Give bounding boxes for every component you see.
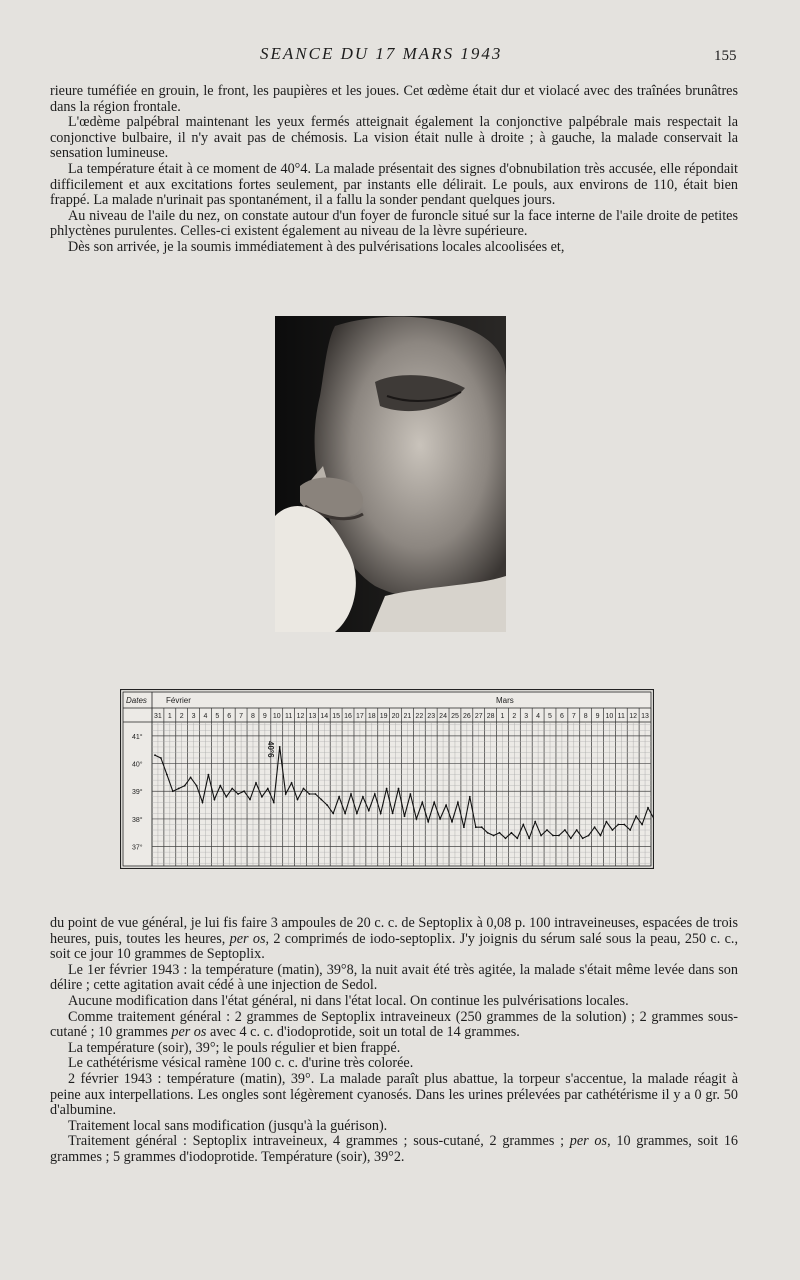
- temperature-point: [309, 793, 311, 795]
- day-tick-label: 5: [215, 713, 220, 720]
- day-tick-label: 10: [272, 713, 281, 720]
- day-tick-label: 28: [486, 713, 495, 720]
- temperature-point: [469, 796, 471, 798]
- day-tick-label: 5: [548, 713, 552, 720]
- day-tick-label: 7: [239, 713, 244, 720]
- day-tick-label: 22: [415, 713, 424, 720]
- temperature-point: [255, 782, 257, 784]
- patient-photo-illustration: [275, 316, 506, 632]
- temperature-point: [433, 801, 435, 803]
- text-block-bottom: [50, 916, 738, 1166]
- y-tick-label: 37°: [132, 844, 143, 852]
- day-tick-label: 1: [167, 713, 172, 720]
- month-label-mars: Mars: [496, 696, 514, 705]
- temperature-point: [202, 801, 204, 803]
- day-tick-label: 15: [332, 713, 341, 720]
- day-tick-label: 1: [500, 713, 505, 720]
- patient-photo: [275, 316, 506, 632]
- temperature-point: [588, 835, 590, 837]
- day-tick-label: 19: [379, 713, 388, 720]
- temperature-point: [273, 801, 275, 803]
- temperature-point: [564, 829, 566, 831]
- temperature-point: [528, 837, 530, 839]
- dates-corner-label: Dates: [126, 696, 147, 705]
- temperature-point: [505, 837, 507, 839]
- temperature-chart: [120, 689, 654, 869]
- day-tick-label: 13: [308, 713, 317, 720]
- temperature-point: [540, 835, 542, 837]
- day-tick-label: 11: [617, 713, 625, 720]
- temperature-point: [534, 821, 536, 823]
- temperature-point: [196, 785, 198, 787]
- day-tick-label: 6: [559, 713, 564, 720]
- temperature-point: [427, 821, 429, 823]
- temperature-point: [600, 835, 602, 837]
- temperature-point: [576, 829, 578, 831]
- temperature-point: [641, 824, 643, 826]
- temperature-point: [190, 777, 192, 779]
- temperature-point: [166, 774, 168, 776]
- day-tick-label: 12: [629, 713, 638, 720]
- temperature-point: [487, 832, 489, 834]
- paragraph: Traitement local sans modification (jusqu'à la guérison).: [68, 1117, 388, 1134]
- day-tick-label: 17: [356, 713, 364, 720]
- temperature-point: [516, 837, 518, 839]
- temperature-point: [225, 796, 227, 798]
- temperature-point: [582, 837, 584, 839]
- temperature-point: [326, 804, 328, 806]
- temperature-point: [243, 790, 245, 792]
- y-tick-label: 39°: [132, 789, 143, 797]
- day-tick-label: 2: [179, 713, 184, 720]
- temperature-point: [267, 788, 269, 790]
- paragraph: Comme traitement général : 2 grammes de Septoplix intraveineux (250 grammes de la solution) ; 2 grammes sous-cutané ; 10 grammes per os avec 4 c. c. d'iodoprotide, soit un total de 14 grammes.: [50, 1008, 738, 1041]
- temperature-point: [499, 832, 501, 834]
- temperature-point: [350, 793, 352, 795]
- day-tick-label: 31: [154, 713, 162, 720]
- day-tick-label: 2: [512, 713, 517, 720]
- temperature-chart-svg: [120, 689, 654, 869]
- text-block-top: [50, 84, 738, 256]
- temperature-point: [297, 799, 299, 801]
- temperature-point: [570, 837, 572, 839]
- day-tick-label: 7: [571, 713, 576, 720]
- y-tick-label: 38°: [132, 816, 143, 824]
- day-tick-label: 13: [641, 713, 649, 720]
- temperature-point: [303, 788, 305, 790]
- paragraph: du point de vue général, je lui fis faire 3 ampoules de 20 c. c. de Septoplix à 0,08 p. 100 intraveineuses, espacées de trois heures, puis, toutes les heures, per os, 2 comprimés de iodo-septoplix. J'y joignis du sérum salé sous la peau, 250 c. c., soit ce jour 10 grammes de Septoplix.: [50, 915, 738, 963]
- day-tick-label: 18: [367, 713, 376, 720]
- temperature-point: [291, 782, 293, 784]
- day-tick-label: 4: [536, 713, 541, 720]
- temperature-point: [386, 788, 388, 790]
- temperature-point: [445, 804, 447, 806]
- day-tick-label: 20: [391, 713, 400, 720]
- temperature-point: [362, 796, 364, 798]
- paragraph: La température était à ce moment de 40°4. La malade présentait des signes d'obnubilation très accusée, elle répondait difficilement et aux excitations fortes seulement, par instants elle délirait. Le pouls, aux environs de 110, était bien frappé. La malade n'urinait pas spontanément, il a fallu la sonder pendant quelques jours.: [50, 160, 738, 209]
- temperature-point: [552, 835, 554, 837]
- temperature-point: [647, 807, 649, 809]
- temperature-point: [463, 826, 465, 828]
- day-tick-label: 26: [462, 713, 471, 720]
- temperature-point: [231, 788, 233, 790]
- temperature-point: [481, 826, 483, 828]
- temperature-point: [249, 799, 251, 801]
- temperature-point: [457, 801, 459, 803]
- temperature-point: [439, 818, 441, 820]
- paragraph: 2 février 1943 : température (matin), 39°. La malade paraît plus abattue, la torpeur s'accentue, la malade réagit à peine aux interpellations. Les ongles sont légèrement cyanosés. Dans les urines prélevées par cathétérisme il y a 0 gr. 50 d'albumine.: [50, 1070, 738, 1119]
- temperature-point: [338, 796, 340, 798]
- paragraph: Au niveau de l'aile du nez, on constate autour d'un foyer de furoncle situé sur la face interne de l'aile droite de petites phlyctènes purulentes. Celles-ci existent également au niveau de la lèvre supérieure.: [50, 207, 738, 240]
- paragraph: Le 1er février 1943 : la température (matin), 39°8, la nuit avait été très agitée, la malade s'était même levée dans son délire ; cette agitation avait cédé à une injection de Sedol.: [50, 961, 738, 994]
- day-tick-label: 11: [284, 713, 293, 720]
- temperature-point: [214, 799, 216, 801]
- day-tick-label: 14: [320, 713, 329, 720]
- paragraph: Traitement général : Septoplix intraveineux, 4 grammes ; sous-cutané, 2 grammes ; per os, 10 grammes, soit 16 grammes ; 5 grammes d'iodoprotide. Température (soir), 39°2.: [50, 1133, 739, 1165]
- temperature-point: [356, 813, 358, 815]
- temperature-point: [368, 810, 370, 812]
- temperature-point: [178, 788, 180, 790]
- temperature-point: [475, 826, 477, 828]
- temperature-point: [219, 785, 221, 787]
- temperature-point: [392, 813, 394, 815]
- temperature-point: [404, 815, 406, 817]
- temperature-point: [635, 815, 637, 817]
- temperature-point: [511, 832, 513, 834]
- day-tick-label: 8: [251, 713, 255, 720]
- paragraph: Le cathétérisme vésical ramène 100 c. c. d'urine très colorée.: [68, 1055, 414, 1072]
- temperature-point: [332, 813, 334, 815]
- temperature-point: [594, 826, 596, 828]
- temperature-point: [421, 801, 423, 803]
- temperature-point: [279, 746, 281, 748]
- temperature-point: [184, 785, 186, 787]
- temperature-point: [410, 793, 412, 795]
- temperature-point: [285, 793, 287, 795]
- temperature-point: [374, 793, 376, 795]
- month-label-fevrier: Février: [166, 696, 191, 705]
- temperature-point: [493, 835, 495, 837]
- paragraph: La température (soir), 39°; le pouls régulier et bien frappé.: [68, 1039, 401, 1056]
- temperature-point: [398, 788, 400, 790]
- day-tick-label: 3: [191, 713, 196, 720]
- paragraph: Aucune modification dans l'état général, ni dans l'état local. On continue les pulvérisations locales.: [68, 992, 629, 1009]
- page-number: 155: [714, 48, 737, 64]
- y-tick-label: 40°: [132, 761, 143, 769]
- temperature-point: [320, 799, 322, 801]
- temperature-point: [558, 835, 560, 837]
- temperature-point: [380, 813, 382, 815]
- temperature-point: [416, 818, 418, 820]
- day-tick-label: 27: [474, 713, 483, 720]
- temperature-point: [172, 790, 174, 792]
- temperature-point: [154, 754, 156, 756]
- day-tick-label: 24: [439, 713, 447, 720]
- temperature-point: [261, 796, 263, 798]
- day-tick-label: 6: [227, 713, 232, 720]
- y-tick-label: 41°: [132, 733, 143, 741]
- running-title: SEANCE DU 17 MARS 1943: [260, 44, 503, 63]
- day-tick-label: 10: [605, 713, 614, 720]
- day-tick-label: 4: [203, 713, 208, 720]
- temperature-point: [606, 821, 608, 823]
- temperature-point: [237, 793, 239, 795]
- temperature-point: [522, 824, 524, 826]
- paragraph: rieure tuméfiée en grouin, le front, les paupières et les joues. Cet œdème était dur et violacé avec des traînées brunâtres dans la région frontale.: [50, 83, 738, 115]
- temperature-point: [546, 829, 548, 831]
- day-tick-label: 3: [524, 713, 529, 720]
- day-tick-label: 8: [583, 713, 588, 720]
- day-tick-label: 12: [296, 713, 305, 720]
- paragraph: Dès son arrivée, je la soumis immédiatement à des pulvérisations locales alcoolisées et,: [68, 238, 565, 255]
- day-tick-label: 16: [344, 713, 352, 720]
- temperature-point: [160, 757, 162, 759]
- temperature-point: [617, 824, 619, 826]
- day-tick-label: 21: [403, 713, 412, 720]
- temperature-point: [623, 824, 625, 826]
- temperature-point: [208, 774, 210, 776]
- peak-annotation: 40°6: [266, 741, 275, 758]
- temperature-point: [612, 829, 614, 831]
- running-header: [0, 44, 800, 70]
- temperature-point: [629, 829, 631, 831]
- day-tick-label: 9: [262, 713, 267, 720]
- day-tick-label: 25: [451, 713, 459, 720]
- paragraph: L'œdème palpébral maintenant les yeux fermés atteignait également la conjonctive palpébrale mais respectait la conjonctive bulbaire, il n'y avait pas de chémosis. La vision était nulle à droite ; à gauche, la malade conservait la sensation lumineuse.: [50, 114, 738, 162]
- day-tick-label: 9: [595, 713, 600, 720]
- temperature-point: [344, 813, 346, 815]
- temperature-point: [451, 821, 453, 823]
- temperature-point: [315, 793, 317, 795]
- day-tick-label: 23: [427, 713, 436, 720]
